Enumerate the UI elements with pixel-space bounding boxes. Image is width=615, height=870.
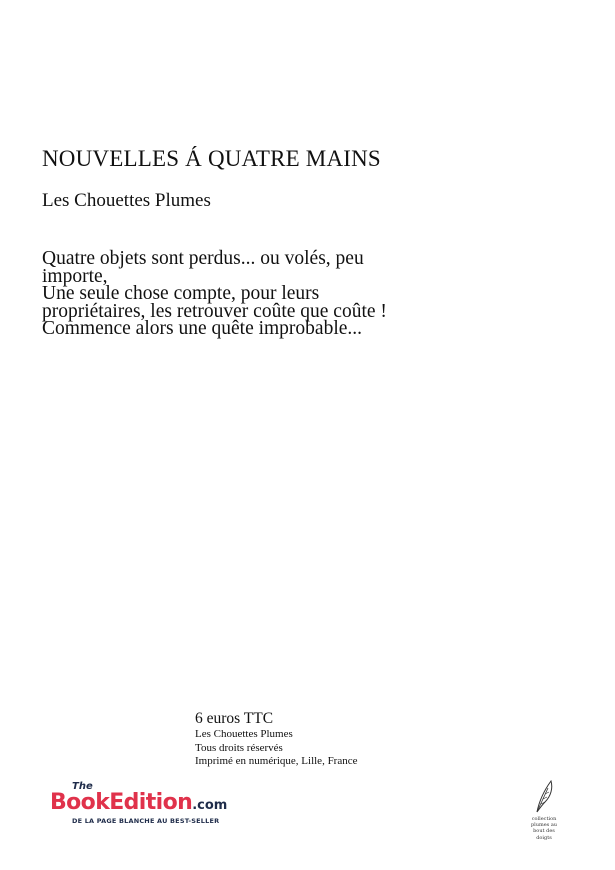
blurb-line: Quatre objets sont perdus... ou volés, peu [42,248,364,269]
blurb-line: importe, [42,265,108,287]
imprint-block [195,710,455,769]
printing-notice: Imprimé en numérique, Lille, France [195,755,358,767]
blurb-line: propriétaires, les retrouver coûte que coûte ! [42,300,387,322]
book-author: Les Chouettes Plumes [42,190,211,211]
publisher-wordmark-on: on [162,790,193,815]
quill-feather-icon [531,778,557,816]
collection-line: doigts [536,834,552,841]
publisher-wordmark-book: Book [50,790,110,815]
collection-line: bout des [533,828,555,835]
publisher-logo [50,782,250,842]
rights-notice: Tous droits réservés [195,741,283,754]
imprint-author: Les Chouettes Plumes [195,728,293,740]
price-label: 6 euros TTC [195,710,274,727]
publisher-wordmark [50,790,227,819]
book-title: NOUVELLES Á QUATRE MAINS [42,146,381,171]
collection-line: plumes au [530,822,558,829]
collection-logo [520,778,568,853]
collection-line: collection [531,816,557,822]
publisher-logo-the: The [72,781,93,792]
publisher-tagline: DE LA PAGE BLANCHE AU BEST-SELLER [72,817,220,825]
blurb-line: Une seule chose compte, pour leurs [42,283,320,304]
book-blurb [42,250,462,338]
publisher-wordmark-dotcom: .com [192,798,228,813]
publisher-wordmark-edition: Editi [109,790,163,815]
blurb-line: Commence alors une quête improbable... [42,318,363,339]
